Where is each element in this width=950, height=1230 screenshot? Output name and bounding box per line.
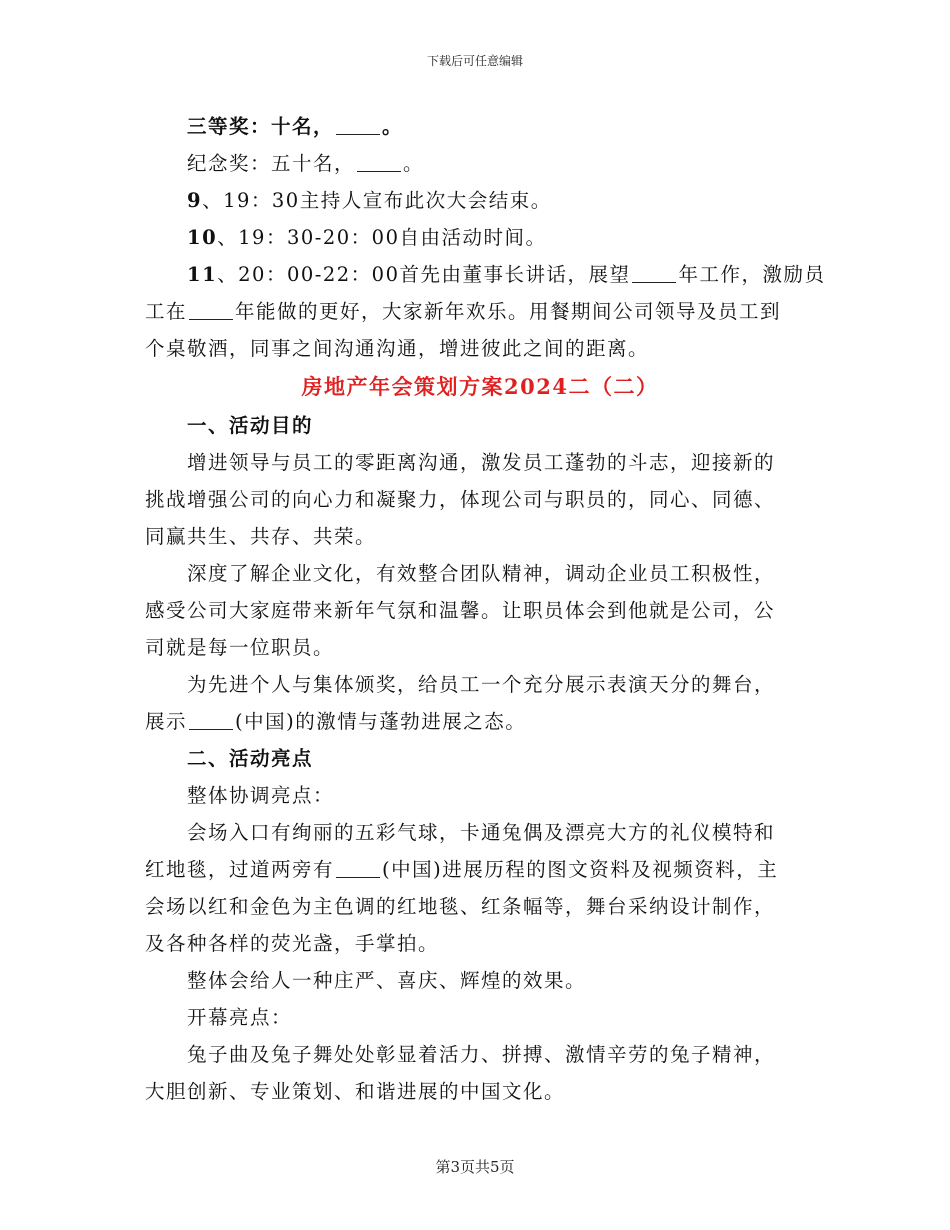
page-header: 下载后可任意编辑: [426, 54, 523, 68]
paragraph-line: 深度了解企业文化，有效整合团队精神，调动企业员工积极性，: [187, 562, 776, 585]
paragraph-line: 感受公司大家庭带来新年气氛和温馨。让职员体会到他就是公司，公: [145, 599, 776, 622]
third-prize-text: 三等奖：十名，: [187, 115, 335, 138]
line-text: 红地毯，过道两旁有: [145, 858, 335, 881]
section-heading-highlights: 二、活动亮点: [187, 747, 314, 770]
item-number: 9: [187, 189, 203, 212]
schedule-item-11-line3: 个桌敬酒，同事之间沟通沟通，增进彼此之间的距离。: [145, 337, 650, 360]
document-body: [145, 108, 826, 1110]
item-text: 、19：30-20：00自由活动时间。: [217, 226, 547, 249]
subheading: 整体协调亮点：: [187, 784, 335, 807]
blank-field: [189, 301, 233, 320]
paragraph-line: 司就是每一位职员。: [145, 636, 335, 659]
paragraph-line: 及各种各样的荧光盏，手掌拍。: [145, 932, 440, 955]
souvenir-prize-end: 。: [403, 152, 425, 175]
blank-field: [357, 153, 401, 172]
paragraph-line: 整体会给人一种庄严、喜庆、辉煌的效果。: [187, 969, 587, 992]
schedule-item-11-line2: [145, 293, 815, 330]
paragraph-line: 大胆创新、专业策划、和谐进展的中国文化。: [145, 1080, 566, 1103]
item-text: 、20：00-22：00首先由董事长讲话，展望: [217, 263, 631, 286]
paragraph-line: 增进领导与员工的零距离沟通，激发员工蓬勃的斗志，迎接新的: [187, 451, 776, 474]
paragraph-line: 挑战增强公司的向心力和凝聚力，体现公司与职员的，同心、同德、: [145, 488, 776, 511]
subheading: 开幕亮点：: [187, 1006, 293, 1029]
line-text: (中国)的激情与蓬勃进展之态。: [235, 710, 527, 733]
item-text: 、19：30主持人宣布此次大会结束。: [202, 189, 552, 212]
paragraph-line: 会场以红和金色为主色调的红地毯、红条幅等，舞台采纳设计制作，: [145, 895, 776, 918]
item-text: 年工作，激励员: [678, 263, 826, 286]
paragraph-line: [145, 703, 815, 740]
section-title: 房地产年会策划方案2024二（二）: [301, 374, 659, 399]
page-footer: 第3页共5页: [435, 1158, 515, 1176]
paragraph-line: [145, 851, 815, 888]
schedule-item-9: [145, 182, 815, 219]
blank-field: [189, 711, 233, 730]
paragraph-line: 会场入口有绚丽的五彩气球，卡通兔偶及漂亮大方的礼仪模特和: [187, 821, 776, 844]
paragraph-line: 同赢共生、共存、共荣。: [145, 525, 377, 548]
souvenir-prize-text: 纪念奖：五十名，: [187, 152, 356, 175]
blank-field: [632, 264, 676, 283]
item-text: 年能做的更好，大家新年欢乐。用餐期间公司领导及员工到: [235, 300, 782, 323]
souvenir-prize-line: [145, 145, 815, 182]
third-prize-end: 。: [382, 115, 404, 138]
schedule-item-11-line1: [145, 256, 826, 293]
paragraph-line: 兔子曲及兔子舞处处彰显着活力、拼搏、激情辛劳的兔子精神，: [187, 1043, 776, 1066]
item-number: 10: [187, 226, 218, 249]
item-number: 11: [187, 263, 218, 286]
schedule-item-10: [145, 219, 815, 256]
item-text: 工在: [145, 300, 188, 323]
blank-field: [336, 859, 380, 878]
section-heading-purpose: 一、活动目的: [187, 414, 314, 437]
line-text: 展示: [145, 710, 188, 733]
blank-field: [336, 116, 380, 135]
line-text: (中国)进展历程的图文资料及视频资料，主: [382, 858, 779, 881]
third-prize-line: [145, 108, 815, 145]
paragraph-line: 为先进个人与集体颁奖，给员工一个充分展示表演天分的舞台，: [187, 673, 776, 696]
